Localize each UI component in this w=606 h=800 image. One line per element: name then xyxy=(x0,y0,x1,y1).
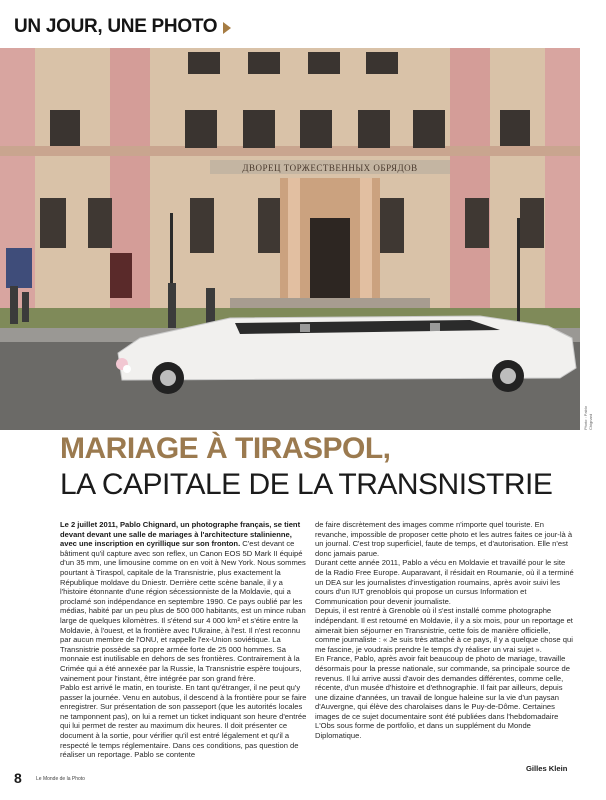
facade-inscription: ДВОРЕЦ ТОРЖЕСТВЕННЫХ ОБРЯДОВ xyxy=(242,163,418,173)
article-paragraph: En France, Pablo, après avoir fait beaucoup de photo de mariage, travaille désormais pour la presse nationale, sur commande, sa principale source de revenus. Il lui arrive aussi d'avoir des demandes différentes, comme celle, récente, d'un musée d'histoire et d'ethnographie. Il fait par ailleurs, depuis une dizaine d'années, un travail de longue haleine sur la vie d'un paysan d'Auvergne, qui élève des charolaises dans le Puy-de-Dôme. Certaines images de ce sujet documentaire sont été publiées dans l'hebdomadaire L'Obs sous forme de portfolio, et dans un supplément du Monde Diplomatique. xyxy=(315,654,570,741)
photo-illustration xyxy=(0,48,580,430)
author-signature: Gilles Klein xyxy=(526,764,568,773)
article-paragraph: Pablo est arrivé le matin, en touriste. En tant qu'étranger, il ne peut qu'y passer la journée. Venu en autobus, il descend à la frontière pour se faire enregistrer. Sur présentation de son passeport (que les autorités locales ne tamponnent pas), on lui a remet un ticket indiquant son heure d'entrée qui lui permet de rester au maximum dix heures. Il doit présenter ce document à la sortie, pour vérifier qu'il est entré légalement et qu'il a respecté le temps réglementaire. Dans ces conditions, pas question de réaliser un reportage. Pablo se contente xyxy=(60,683,307,760)
photo-credit: Photo : Pablo Chignard xyxy=(583,405,593,430)
article-column-left xyxy=(60,520,310,760)
page-number: 8 xyxy=(14,770,22,786)
article-paragraph: Durant cette année 2011, Pablo a vécu en Moldavie et travaillé pour le site de la Radio Free Europe. Auparavant, il résidait en Roumanie, où il a terminé un DEA sur les journalistes d'investigation roumains, après avoir suivi les cours d'un IUT grenoblois qui propose un cursus Information et Communication pour devenir journaliste. xyxy=(315,558,574,606)
article-column-right xyxy=(315,520,575,741)
article-paragraph: Depuis, il est rentré à Grenoble où il s'est installé comme photographe indépendant. Il est retourné en Moldavie, il y a six mois, pour un reportage et aimerait bien séjourner en Transnistrie, cette fois de manière officielle, comme journaliste : « Je suis très attaché à ce pays, il y a quelque chose qui me fascine, je voudrais prendre le temps d'y réaliser un vrai sujet ». xyxy=(315,606,573,654)
article-text: C'est devant ce bâtiment qu'il capture avec son reflex, un Canon EOS 5D Mark II équipé d'un 35 mm, une limousine comme on en voit à New York. Nous sommes pourtant à Tiraspol, capitale de la Transnistrie, plus exactement la République moldave du Dniestr. Derrière cette scène banale, il y a l'histoire étonnante d'une région sécessionniste de la Moldavie, qui a proclamé son indépendance en septembre 1990. Ce pays oublié par les médias, habité par un peu plus de 500 000 habitants, est un mince ruban large de quelques kilomètres. Il s'étend sur 4 000 km² et s'étire entre la Moldavie, à l'ouest, et la frontière avec l'Ukraine, à l'est. Il n'est reconnu par aucun membre de l'ONU, et rappelle l'ex-Union soviétique. La Transnistrie possède sa propre armée forte de 25 000 hommes. Sa monnaie est inutilisable en dehors de ses frontières. Contrairement à la Crimée qui a été annexée par la Russie, la Transnistrie espère toujours, vainement pour l'instant, être intégrée par son grand frère. xyxy=(60,539,306,683)
wedding-limousine-photo xyxy=(0,48,580,430)
section-header xyxy=(14,14,231,40)
article-paragraph xyxy=(60,520,310,683)
publication-name: Le Monde de la Photo xyxy=(36,776,85,782)
arrow-right-icon xyxy=(223,22,231,34)
article-lead: Le 2 juillet 2011, Pablo Chignard, un photographe français, se tient devant devant une salle de mariages à l'architecture stalinienne, avec une inscription en cyrillique sur son fronton. xyxy=(60,520,301,549)
section-title: UN JOUR, UNE PHOTO xyxy=(14,16,218,37)
article-title-line-2: LA CAPITALE DE LA TRANSNISTRIE xyxy=(60,468,553,501)
article-title-line-1: MARIAGE À TIRASPOL, xyxy=(60,432,391,465)
article-paragraph: de faire discrètement des images comme n'importe quel touriste. En revanche, impossible de proposer cette photo et les autres faites ce jour-là à un journal. C'est trop superficiel, faute de temps, et d'autorisation. Elle n'est donc jamais parue. xyxy=(315,520,573,558)
